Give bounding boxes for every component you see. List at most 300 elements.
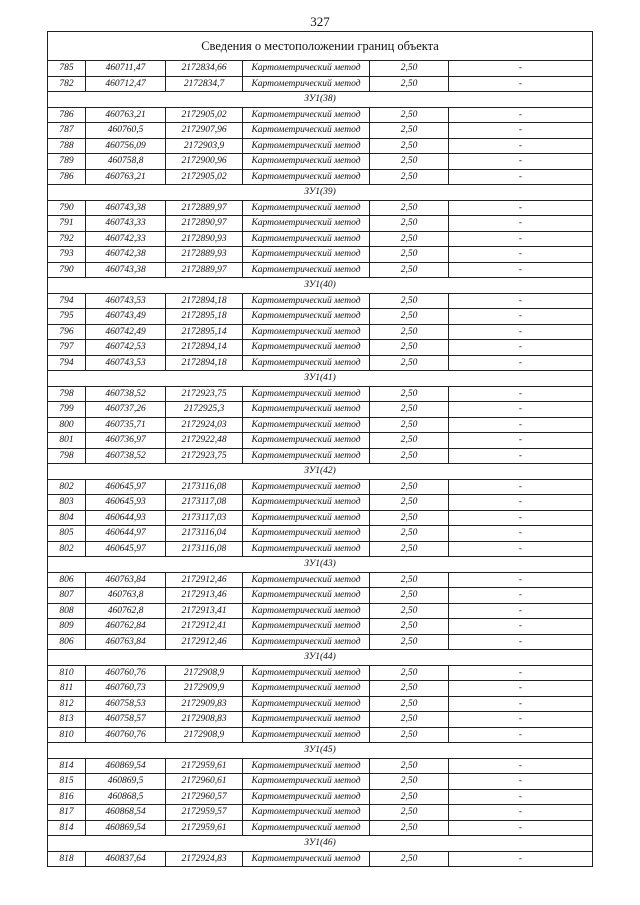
- precision-cell: 2,50: [370, 61, 449, 77]
- y-coordinate-cell: 2172889,93: [166, 247, 243, 263]
- table-row: [48, 386, 593, 402]
- y-coordinate-cell: 2172925,3: [166, 402, 243, 418]
- description-cell: -: [449, 200, 593, 216]
- precision-cell: 2,50: [370, 309, 449, 325]
- method-cell: Картометрический метод: [243, 309, 370, 325]
- x-coordinate-cell: 460763,84: [86, 634, 166, 650]
- point-number-cell: 817: [48, 805, 86, 821]
- method-cell: Картометрический метод: [243, 76, 370, 92]
- y-coordinate-cell: 2172908,9: [166, 727, 243, 743]
- point-number-cell: 795: [48, 309, 86, 325]
- x-coordinate-cell: 460868,54: [86, 805, 166, 821]
- table-row: [48, 588, 593, 604]
- method-cell: Картометрический метод: [243, 402, 370, 418]
- precision-cell: 2,50: [370, 634, 449, 650]
- table-row: [48, 448, 593, 464]
- precision-cell: 2,50: [370, 216, 449, 232]
- precision-cell: 2,50: [370, 758, 449, 774]
- precision-cell: 2,50: [370, 774, 449, 790]
- table-title: Сведения о местоположении границ объекта: [48, 32, 593, 61]
- method-cell: Картометрический метод: [243, 154, 370, 170]
- x-coordinate-cell: 460762,84: [86, 619, 166, 635]
- description-cell: -: [449, 495, 593, 511]
- method-cell: Картометрический метод: [243, 634, 370, 650]
- y-coordinate-cell: 2172895,18: [166, 309, 243, 325]
- point-number-cell: 813: [48, 712, 86, 728]
- point-number-cell: 810: [48, 665, 86, 681]
- method-cell: Картометрический метод: [243, 495, 370, 511]
- group-header-row: [48, 557, 593, 573]
- description-cell: -: [449, 123, 593, 139]
- page-number: 327: [310, 14, 330, 29]
- method-cell: Картометрический метод: [243, 510, 370, 526]
- description-cell: -: [449, 510, 593, 526]
- y-coordinate-cell: 2172924,03: [166, 417, 243, 433]
- y-coordinate-cell: 2172909,9: [166, 681, 243, 697]
- precision-cell: 2,50: [370, 572, 449, 588]
- method-cell: Картометрический метод: [243, 541, 370, 557]
- x-coordinate-cell: 460742,38: [86, 247, 166, 263]
- point-number-cell: 797: [48, 340, 86, 356]
- point-number-cell: 782: [48, 76, 86, 92]
- x-coordinate-cell: 460869,54: [86, 758, 166, 774]
- description-cell: -: [449, 727, 593, 743]
- y-coordinate-cell: 2172905,02: [166, 169, 243, 185]
- precision-cell: 2,50: [370, 262, 449, 278]
- table-row: [48, 851, 593, 867]
- x-coordinate-cell: 460645,97: [86, 479, 166, 495]
- point-number-cell: 810: [48, 727, 86, 743]
- description-cell: -: [449, 247, 593, 263]
- method-cell: Картометрический метод: [243, 603, 370, 619]
- description-cell: -: [449, 138, 593, 154]
- precision-cell: 2,50: [370, 448, 449, 464]
- point-number-cell: 791: [48, 216, 86, 232]
- y-coordinate-cell: 2172889,97: [166, 200, 243, 216]
- description-cell: -: [449, 309, 593, 325]
- y-coordinate-cell: 2172923,75: [166, 448, 243, 464]
- table-row: [48, 107, 593, 123]
- y-coordinate-cell: 2173117,03: [166, 510, 243, 526]
- table-row: [48, 495, 593, 511]
- precision-cell: 2,50: [370, 433, 449, 449]
- point-number-cell: 792: [48, 231, 86, 247]
- table-row: [48, 510, 593, 526]
- x-coordinate-cell: 460763,84: [86, 572, 166, 588]
- precision-cell: 2,50: [370, 696, 449, 712]
- point-number-cell: 796: [48, 324, 86, 340]
- method-cell: Картометрический метод: [243, 727, 370, 743]
- table-row: [48, 417, 593, 433]
- method-cell: Картометрический метод: [243, 138, 370, 154]
- table-row: [48, 123, 593, 139]
- x-coordinate-cell: 460837,64: [86, 851, 166, 867]
- point-number-cell: 811: [48, 681, 86, 697]
- description-cell: -: [449, 154, 593, 170]
- description-cell: -: [449, 417, 593, 433]
- point-number-cell: 794: [48, 355, 86, 371]
- y-coordinate-cell: 2172894,18: [166, 293, 243, 309]
- description-cell: -: [449, 603, 593, 619]
- precision-cell: 2,50: [370, 851, 449, 867]
- group-label: ЗУ1(41): [48, 371, 593, 387]
- method-cell: Картометрический метод: [243, 61, 370, 77]
- point-number-cell: 802: [48, 541, 86, 557]
- y-coordinate-cell: 2172960,57: [166, 789, 243, 805]
- group-label: ЗУ1(43): [48, 557, 593, 573]
- point-number-cell: 803: [48, 495, 86, 511]
- method-cell: Картометрический метод: [243, 526, 370, 542]
- point-number-cell: 816: [48, 789, 86, 805]
- method-cell: Картометрический метод: [243, 619, 370, 635]
- y-coordinate-cell: 2172894,18: [166, 355, 243, 371]
- point-number-cell: 802: [48, 479, 86, 495]
- point-number-cell: 790: [48, 262, 86, 278]
- x-coordinate-cell: 460758,8: [86, 154, 166, 170]
- group-header-row: [48, 371, 593, 387]
- table-row: [48, 541, 593, 557]
- point-number-cell: 798: [48, 386, 86, 402]
- precision-cell: 2,50: [370, 355, 449, 371]
- description-cell: -: [449, 324, 593, 340]
- point-number-cell: 804: [48, 510, 86, 526]
- group-label: ЗУ1(46): [48, 836, 593, 852]
- table-title-row: [48, 32, 593, 61]
- y-coordinate-cell: 2173117,08: [166, 495, 243, 511]
- x-coordinate-cell: 460760,76: [86, 665, 166, 681]
- group-label: ЗУ1(38): [48, 92, 593, 108]
- x-coordinate-cell: 460711,47: [86, 61, 166, 77]
- precision-cell: 2,50: [370, 588, 449, 604]
- method-cell: Картометрический метод: [243, 696, 370, 712]
- point-number-cell: 812: [48, 696, 86, 712]
- point-number-cell: 818: [48, 851, 86, 867]
- precision-cell: 2,50: [370, 324, 449, 340]
- precision-cell: 2,50: [370, 820, 449, 836]
- point-number-cell: 789: [48, 154, 86, 170]
- precision-cell: 2,50: [370, 495, 449, 511]
- table-row: [48, 61, 593, 77]
- y-coordinate-cell: 2172900,96: [166, 154, 243, 170]
- method-cell: Картометрический метод: [243, 681, 370, 697]
- precision-cell: 2,50: [370, 340, 449, 356]
- x-coordinate-cell: 460758,53: [86, 696, 166, 712]
- group-label: ЗУ1(42): [48, 464, 593, 480]
- point-number-cell: 800: [48, 417, 86, 433]
- group-label: ЗУ1(44): [48, 650, 593, 666]
- description-cell: -: [449, 789, 593, 805]
- table-row: [48, 262, 593, 278]
- x-coordinate-cell: 460756,09: [86, 138, 166, 154]
- y-coordinate-cell: 2172922,48: [166, 433, 243, 449]
- y-coordinate-cell: 2173116,08: [166, 479, 243, 495]
- precision-cell: 2,50: [370, 789, 449, 805]
- description-cell: -: [449, 61, 593, 77]
- point-number-cell: 805: [48, 526, 86, 542]
- group-header-row: [48, 743, 593, 759]
- x-coordinate-cell: 460743,49: [86, 309, 166, 325]
- table-row: [48, 572, 593, 588]
- x-coordinate-cell: 460869,5: [86, 774, 166, 790]
- precision-cell: 2,50: [370, 107, 449, 123]
- y-coordinate-cell: 2172903,9: [166, 138, 243, 154]
- table-row: [48, 154, 593, 170]
- description-cell: -: [449, 541, 593, 557]
- x-coordinate-cell: 460760,5: [86, 123, 166, 139]
- method-cell: Картометрический метод: [243, 293, 370, 309]
- precision-cell: 2,50: [370, 417, 449, 433]
- x-coordinate-cell: 460743,38: [86, 262, 166, 278]
- method-cell: Картометрический метод: [243, 789, 370, 805]
- method-cell: Картометрический метод: [243, 107, 370, 123]
- x-coordinate-cell: 460645,93: [86, 495, 166, 511]
- x-coordinate-cell: 460743,38: [86, 200, 166, 216]
- table-row: [48, 247, 593, 263]
- table-row: [48, 619, 593, 635]
- precision-cell: 2,50: [370, 247, 449, 263]
- point-number-cell: 801: [48, 433, 86, 449]
- x-coordinate-cell: 460742,33: [86, 231, 166, 247]
- method-cell: Картометрический метод: [243, 386, 370, 402]
- point-number-cell: 790: [48, 200, 86, 216]
- description-cell: -: [449, 76, 593, 92]
- y-coordinate-cell: 2172912,41: [166, 619, 243, 635]
- precision-cell: 2,50: [370, 169, 449, 185]
- x-coordinate-cell: 460762,8: [86, 603, 166, 619]
- precision-cell: 2,50: [370, 402, 449, 418]
- description-cell: -: [449, 293, 593, 309]
- table-row: [48, 774, 593, 790]
- y-coordinate-cell: 2173116,04: [166, 526, 243, 542]
- y-coordinate-cell: 2172834,66: [166, 61, 243, 77]
- precision-cell: 2,50: [370, 200, 449, 216]
- table-row: [48, 216, 593, 232]
- y-coordinate-cell: 2172960,61: [166, 774, 243, 790]
- description-cell: -: [449, 448, 593, 464]
- point-number-cell: 815: [48, 774, 86, 790]
- y-coordinate-cell: 2172959,57: [166, 805, 243, 821]
- group-label: ЗУ1(40): [48, 278, 593, 294]
- precision-cell: 2,50: [370, 805, 449, 821]
- table-row: [48, 169, 593, 185]
- table-row: [48, 324, 593, 340]
- table-row: [48, 402, 593, 418]
- x-coordinate-cell: 460743,53: [86, 355, 166, 371]
- table-row: [48, 433, 593, 449]
- group-header-row: [48, 278, 593, 294]
- point-number-cell: 786: [48, 107, 86, 123]
- method-cell: Картометрический метод: [243, 448, 370, 464]
- table-row: [48, 634, 593, 650]
- x-coordinate-cell: 460868,5: [86, 789, 166, 805]
- method-cell: Картометрический метод: [243, 247, 370, 263]
- method-cell: Картометрический метод: [243, 324, 370, 340]
- method-cell: Картометрический метод: [243, 355, 370, 371]
- y-coordinate-cell: 2172908,9: [166, 665, 243, 681]
- group-header-row: [48, 185, 593, 201]
- point-number-cell: 799: [48, 402, 86, 418]
- table-row: [48, 603, 593, 619]
- method-cell: Картометрический метод: [243, 572, 370, 588]
- description-cell: -: [449, 216, 593, 232]
- description-cell: -: [449, 262, 593, 278]
- precision-cell: 2,50: [370, 479, 449, 495]
- precision-cell: 2,50: [370, 510, 449, 526]
- x-coordinate-cell: 460760,73: [86, 681, 166, 697]
- y-coordinate-cell: 2172959,61: [166, 820, 243, 836]
- y-coordinate-cell: 2172890,93: [166, 231, 243, 247]
- table-row: [48, 820, 593, 836]
- point-number-cell: 794: [48, 293, 86, 309]
- description-cell: -: [449, 572, 593, 588]
- precision-cell: 2,50: [370, 154, 449, 170]
- x-coordinate-cell: 460758,57: [86, 712, 166, 728]
- method-cell: Картометрический метод: [243, 479, 370, 495]
- table-row: [48, 758, 593, 774]
- x-coordinate-cell: 460644,97: [86, 526, 166, 542]
- y-coordinate-cell: 2172908,83: [166, 712, 243, 728]
- table-row: [48, 712, 593, 728]
- x-coordinate-cell: 460738,52: [86, 386, 166, 402]
- point-number-cell: 814: [48, 758, 86, 774]
- y-coordinate-cell: 2173116,08: [166, 541, 243, 557]
- description-cell: -: [449, 355, 593, 371]
- method-cell: Картометрический метод: [243, 774, 370, 790]
- x-coordinate-cell: 460738,52: [86, 448, 166, 464]
- description-cell: -: [449, 758, 593, 774]
- method-cell: Картометрический метод: [243, 712, 370, 728]
- x-coordinate-cell: 460743,33: [86, 216, 166, 232]
- precision-cell: 2,50: [370, 76, 449, 92]
- point-number-cell: 787: [48, 123, 86, 139]
- x-coordinate-cell: 460763,21: [86, 169, 166, 185]
- precision-cell: 2,50: [370, 681, 449, 697]
- method-cell: Картометрический метод: [243, 123, 370, 139]
- description-cell: -: [449, 107, 593, 123]
- description-cell: -: [449, 712, 593, 728]
- x-coordinate-cell: 460735,71: [86, 417, 166, 433]
- group-header-row: [48, 92, 593, 108]
- method-cell: Картометрический метод: [243, 231, 370, 247]
- y-coordinate-cell: 2172912,46: [166, 634, 243, 650]
- method-cell: Картометрический метод: [243, 805, 370, 821]
- y-coordinate-cell: 2172913,46: [166, 588, 243, 604]
- point-number-cell: 808: [48, 603, 86, 619]
- description-cell: -: [449, 386, 593, 402]
- method-cell: Картометрический метод: [243, 417, 370, 433]
- point-number-cell: 806: [48, 572, 86, 588]
- y-coordinate-cell: 2172907,96: [166, 123, 243, 139]
- table-row: [48, 681, 593, 697]
- precision-cell: 2,50: [370, 231, 449, 247]
- point-number-cell: 793: [48, 247, 86, 263]
- table-row: [48, 789, 593, 805]
- table-row: [48, 727, 593, 743]
- description-cell: -: [449, 665, 593, 681]
- y-coordinate-cell: 2172909,83: [166, 696, 243, 712]
- group-header-row: [48, 464, 593, 480]
- table-row: [48, 293, 593, 309]
- description-cell: -: [449, 820, 593, 836]
- precision-cell: 2,50: [370, 603, 449, 619]
- x-coordinate-cell: 460644,93: [86, 510, 166, 526]
- table-row: [48, 76, 593, 92]
- x-coordinate-cell: 460737,26: [86, 402, 166, 418]
- method-cell: Картометрический метод: [243, 169, 370, 185]
- table-row: [48, 526, 593, 542]
- description-cell: -: [449, 696, 593, 712]
- y-coordinate-cell: 2172913,41: [166, 603, 243, 619]
- point-number-cell: 806: [48, 634, 86, 650]
- x-coordinate-cell: 460869,54: [86, 820, 166, 836]
- x-coordinate-cell: 460760,76: [86, 727, 166, 743]
- method-cell: Картометрический метод: [243, 588, 370, 604]
- method-cell: Картометрический метод: [243, 851, 370, 867]
- table-row: [48, 696, 593, 712]
- y-coordinate-cell: 2172905,02: [166, 107, 243, 123]
- description-cell: -: [449, 774, 593, 790]
- description-cell: -: [449, 805, 593, 821]
- description-cell: -: [449, 340, 593, 356]
- precision-cell: 2,50: [370, 619, 449, 635]
- y-coordinate-cell: 2172889,97: [166, 262, 243, 278]
- precision-cell: 2,50: [370, 386, 449, 402]
- x-coordinate-cell: 460742,49: [86, 324, 166, 340]
- point-number-cell: 788: [48, 138, 86, 154]
- method-cell: Картометрический метод: [243, 665, 370, 681]
- description-cell: -: [449, 634, 593, 650]
- y-coordinate-cell: 2172894,14: [166, 340, 243, 356]
- x-coordinate-cell: 460743,53: [86, 293, 166, 309]
- y-coordinate-cell: 2172890,97: [166, 216, 243, 232]
- description-cell: -: [449, 526, 593, 542]
- description-cell: -: [449, 851, 593, 867]
- table-row: [48, 309, 593, 325]
- point-number-cell: 809: [48, 619, 86, 635]
- method-cell: Картометрический метод: [243, 340, 370, 356]
- description-cell: -: [449, 433, 593, 449]
- method-cell: Картометрический метод: [243, 216, 370, 232]
- x-coordinate-cell: 460645,97: [86, 541, 166, 557]
- precision-cell: 2,50: [370, 123, 449, 139]
- y-coordinate-cell: 2172959,61: [166, 758, 243, 774]
- table-row: [48, 665, 593, 681]
- precision-cell: 2,50: [370, 541, 449, 557]
- description-cell: -: [449, 588, 593, 604]
- precision-cell: 2,50: [370, 712, 449, 728]
- precision-cell: 2,50: [370, 138, 449, 154]
- table-row: [48, 138, 593, 154]
- point-number-cell: 785: [48, 61, 86, 77]
- method-cell: Картометрический метод: [243, 758, 370, 774]
- x-coordinate-cell: 460763,21: [86, 107, 166, 123]
- description-cell: -: [449, 479, 593, 495]
- description-cell: -: [449, 402, 593, 418]
- table-row: [48, 200, 593, 216]
- group-header-row: [48, 836, 593, 852]
- y-coordinate-cell: 2172923,75: [166, 386, 243, 402]
- description-cell: -: [449, 169, 593, 185]
- method-cell: Картометрический метод: [243, 262, 370, 278]
- group-header-row: [48, 650, 593, 666]
- x-coordinate-cell: 460736,97: [86, 433, 166, 449]
- point-number-cell: 807: [48, 588, 86, 604]
- y-coordinate-cell: 2172895,14: [166, 324, 243, 340]
- group-label: ЗУ1(45): [48, 743, 593, 759]
- y-coordinate-cell: 2172924,83: [166, 851, 243, 867]
- precision-cell: 2,50: [370, 727, 449, 743]
- description-cell: -: [449, 681, 593, 697]
